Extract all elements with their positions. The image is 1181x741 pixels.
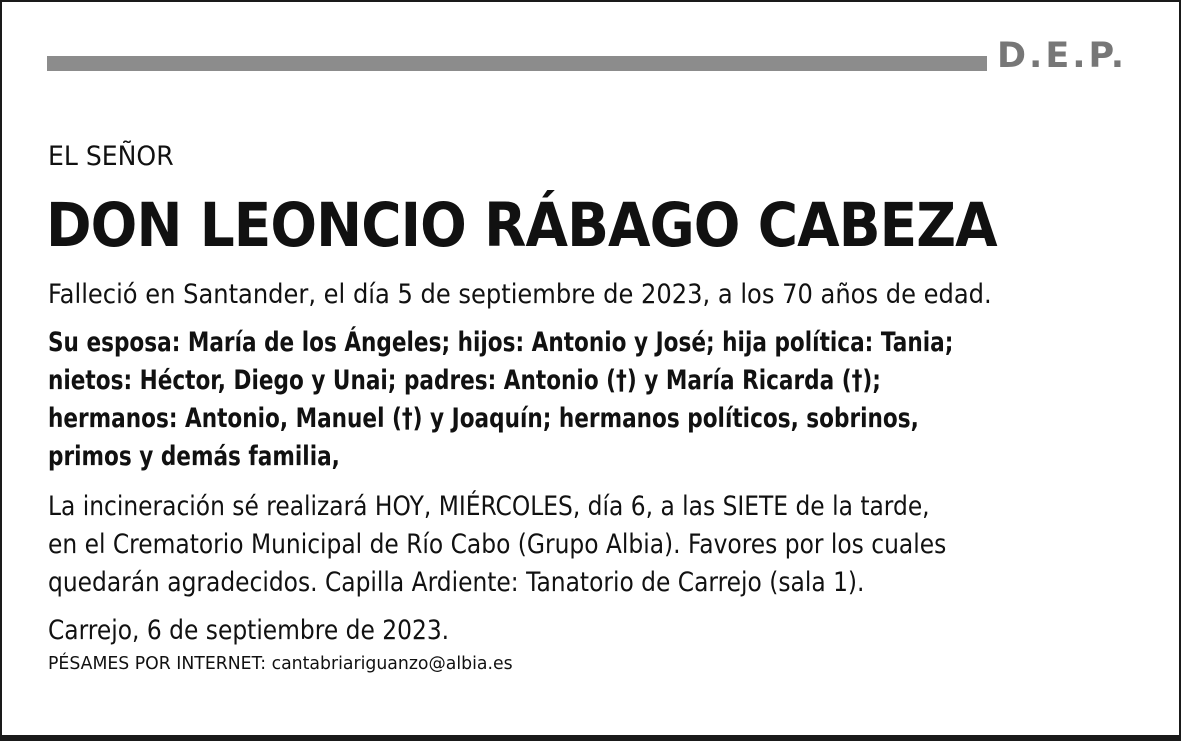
ceremony-line-2: en el Crematorio Municipal de Río Cabo (Grupo Albia). Favores por los cuales [48, 529, 947, 560]
honorific-title: EL SEÑOR [48, 141, 174, 172]
family-line-3: hermanos: Antonio, Manuel (†) y Joaquín; hermanos políticos, sobrinos, [48, 403, 919, 434]
ceremony-line-1: La incineración sé realizará HOY, MIÉRCOLES, día 6, a las SIETE de la tarde, [48, 491, 930, 522]
condolences-email: cantabriariguanzo@albia.es [271, 653, 513, 674]
death-statement: Falleció en Santander, el día 5 de septiembre de 2023, a los 70 años de edad. [48, 279, 992, 310]
place-date: Carrejo, 6 de septiembre de 2023. [48, 615, 450, 646]
header-rule [47, 56, 987, 71]
condolences-line [48, 652, 513, 676]
dep-tag: D.E.P. [997, 36, 1128, 76]
family-line-4: primos y demás familia, [48, 441, 340, 472]
family-line-2: nietos: Héctor, Diego y Unai; padres: Antonio (†) y María Ricarda (†); [48, 365, 881, 396]
family-line-1: Su esposa: María de los Ángeles; hijos: Antonio y José; hija política: Tania; [48, 327, 954, 358]
condolences-label: PÉSAMES POR INTERNET: [48, 653, 267, 674]
ceremony-line-3: quedarán agradecidos. Capilla Ardiente: Tanatorio de Carrejo (sala 1). [48, 567, 865, 598]
deceased-name: DON LEONCIO RÁBAGO CABEZA [46, 190, 997, 261]
